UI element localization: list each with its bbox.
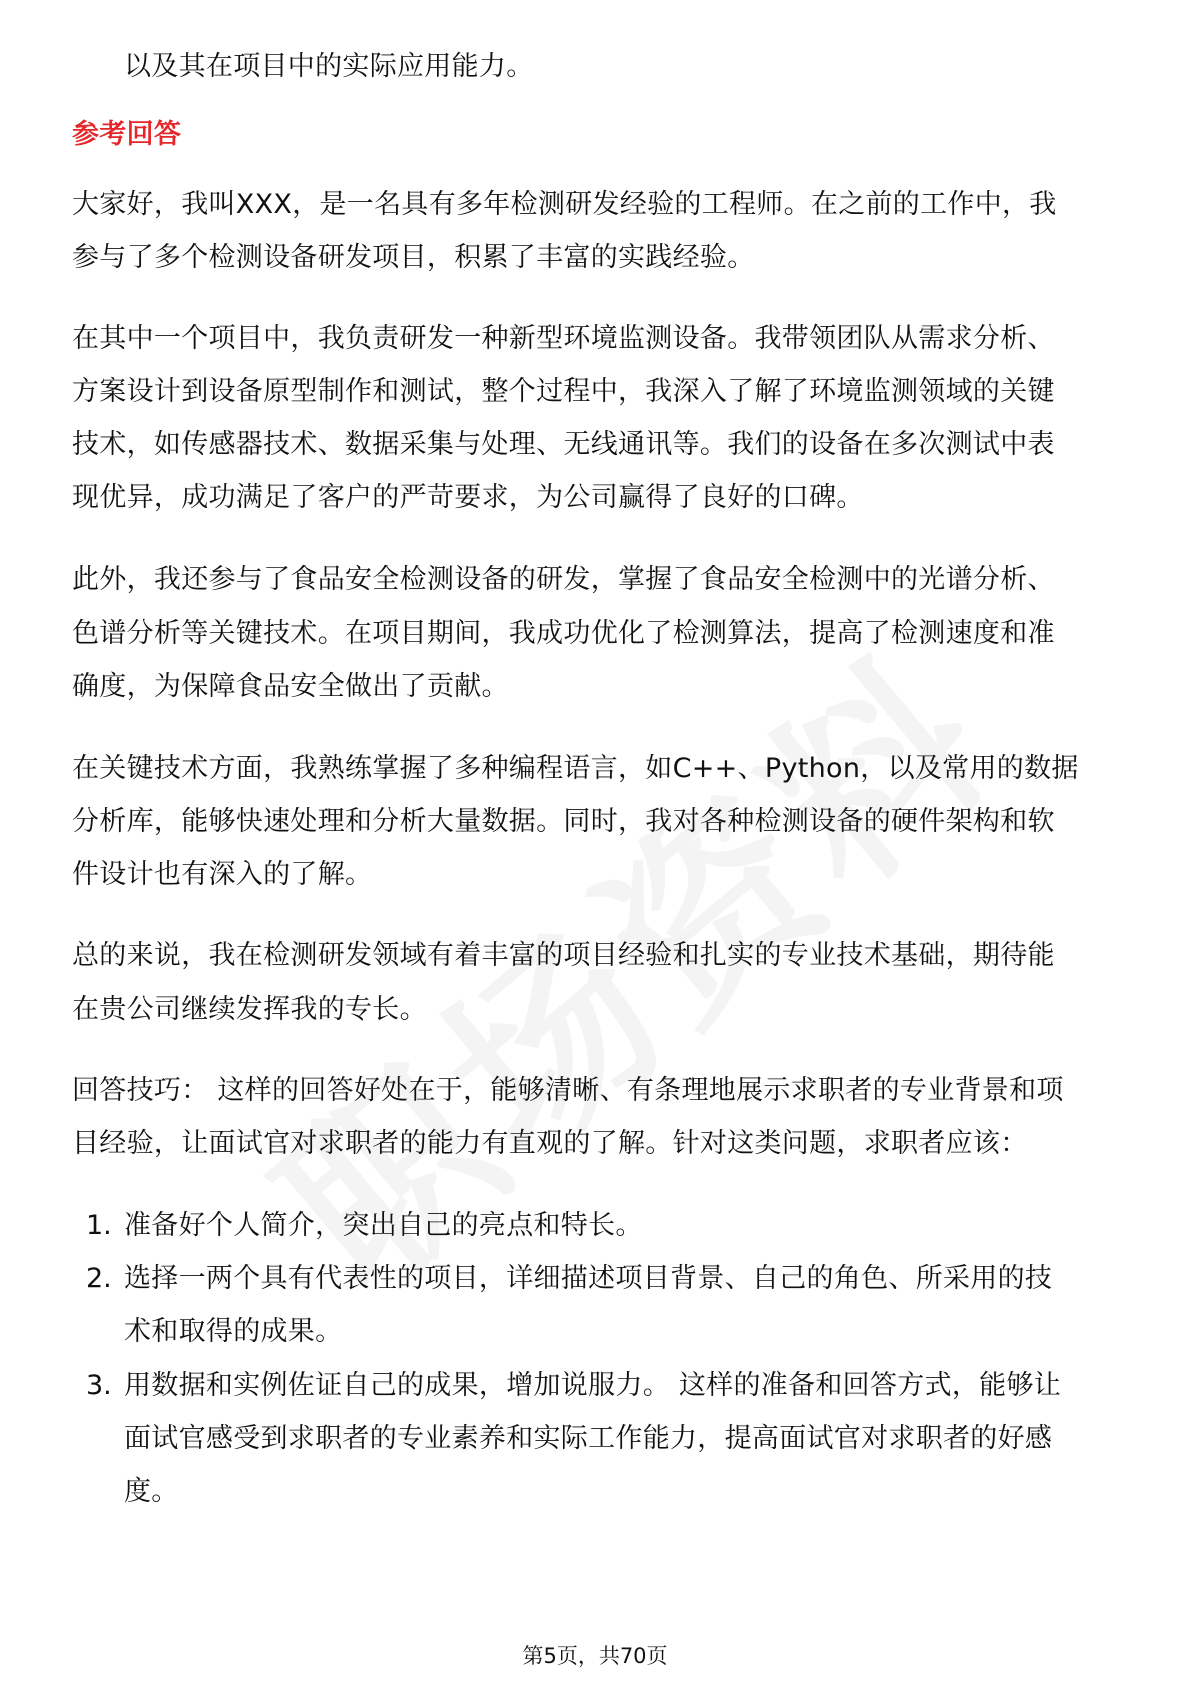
list-item-line: 面试官感受到求职者的专业素养和实际工作能力，提高面试官对求职者的好感 — [124, 1423, 1053, 1454]
paragraph-line: 色谱分析等关键技术。在项目期间，我成功优化了检测算法，提高了检测速度和准 — [72, 618, 1055, 649]
list-item-line: 准备好个人简介，突出自己的亮点和特长。 — [124, 1210, 643, 1241]
paragraph-line: 确度，为保障食品安全做出了贡献。 — [72, 671, 509, 702]
paragraph-line: 分析库，能够快速处理和分析大量数据。同时，我对各种检测设备的硬件架构和软 — [72, 806, 1055, 837]
paragraph-line: 在关键技术方面，我熟练掌握了多种编程语言，如C++、Python，以及常用的数据 — [72, 753, 1079, 784]
list-item-line: 选择一两个具有代表性的项目，详细描述项目背景、自己的角色、所采用的技 — [124, 1263, 1053, 1294]
page-number-footer: 第5页，共70页 — [522, 1644, 668, 1668]
paragraph-line: 目经验，让面试官对求职者的能力有直观的了解。针对这类问题，求职者应该： — [72, 1128, 1028, 1159]
list-item-line: 用数据和实例佐证自己的成果，增加说服力。 这样的准备和回答方式，能够让 — [124, 1370, 1062, 1401]
paragraph-line: 大家好，我叫XXX，是一名具有多年检测研发经验的工程师。在之前的工作中，我 — [72, 189, 1057, 220]
paragraph-line: 回答技巧： 这样的回答好处在于，能够清晰、有条理地展示求职者的专业背景和项 — [72, 1075, 1064, 1106]
list-item-line: 术和取得的成果。 — [124, 1316, 343, 1347]
list-number: 3. — [86, 1370, 112, 1401]
list-number: 2. — [86, 1263, 112, 1294]
intro-tail-text: 以及其在项目中的实际应用能力。 — [124, 51, 534, 82]
paragraph-line: 总的来说，我在检测研发领域有着丰富的项目经验和扎实的专业技术基础，期待能 — [72, 940, 1055, 971]
list-item-line: 度。 — [124, 1476, 179, 1507]
paragraph-line: 方案设计到设备原型制作和测试，整个过程中，我深入了解了环境监测领域的关键 — [72, 376, 1055, 407]
paragraph-line: 在其中一个项目中，我负责研发一种新型环境监测设备。我带领团队从需求分析、 — [72, 323, 1055, 354]
paragraph-line: 此外，我还参与了食品安全检测设备的研发，掌握了食品安全检测中的光谱分析、 — [72, 564, 1055, 595]
paragraph-line: 在贵公司继续发挥我的专长。 — [72, 994, 427, 1025]
paragraph-line: 参与了多个检测设备研发项目，积累了丰富的实践经验。 — [72, 242, 755, 273]
answer-heading: 参考回答 — [72, 119, 182, 150]
paragraph-line: 现优异，成功满足了客户的严苛要求，为公司赢得了良好的口碑。 — [72, 482, 864, 513]
list-number: 1. — [86, 1210, 112, 1241]
paragraph-line: 技术，如传感器技术、数据采集与处理、无线通讯等。我们的设备在多次测试中表 — [72, 429, 1055, 460]
paragraph-line: 件设计也有深入的了解。 — [72, 859, 373, 890]
